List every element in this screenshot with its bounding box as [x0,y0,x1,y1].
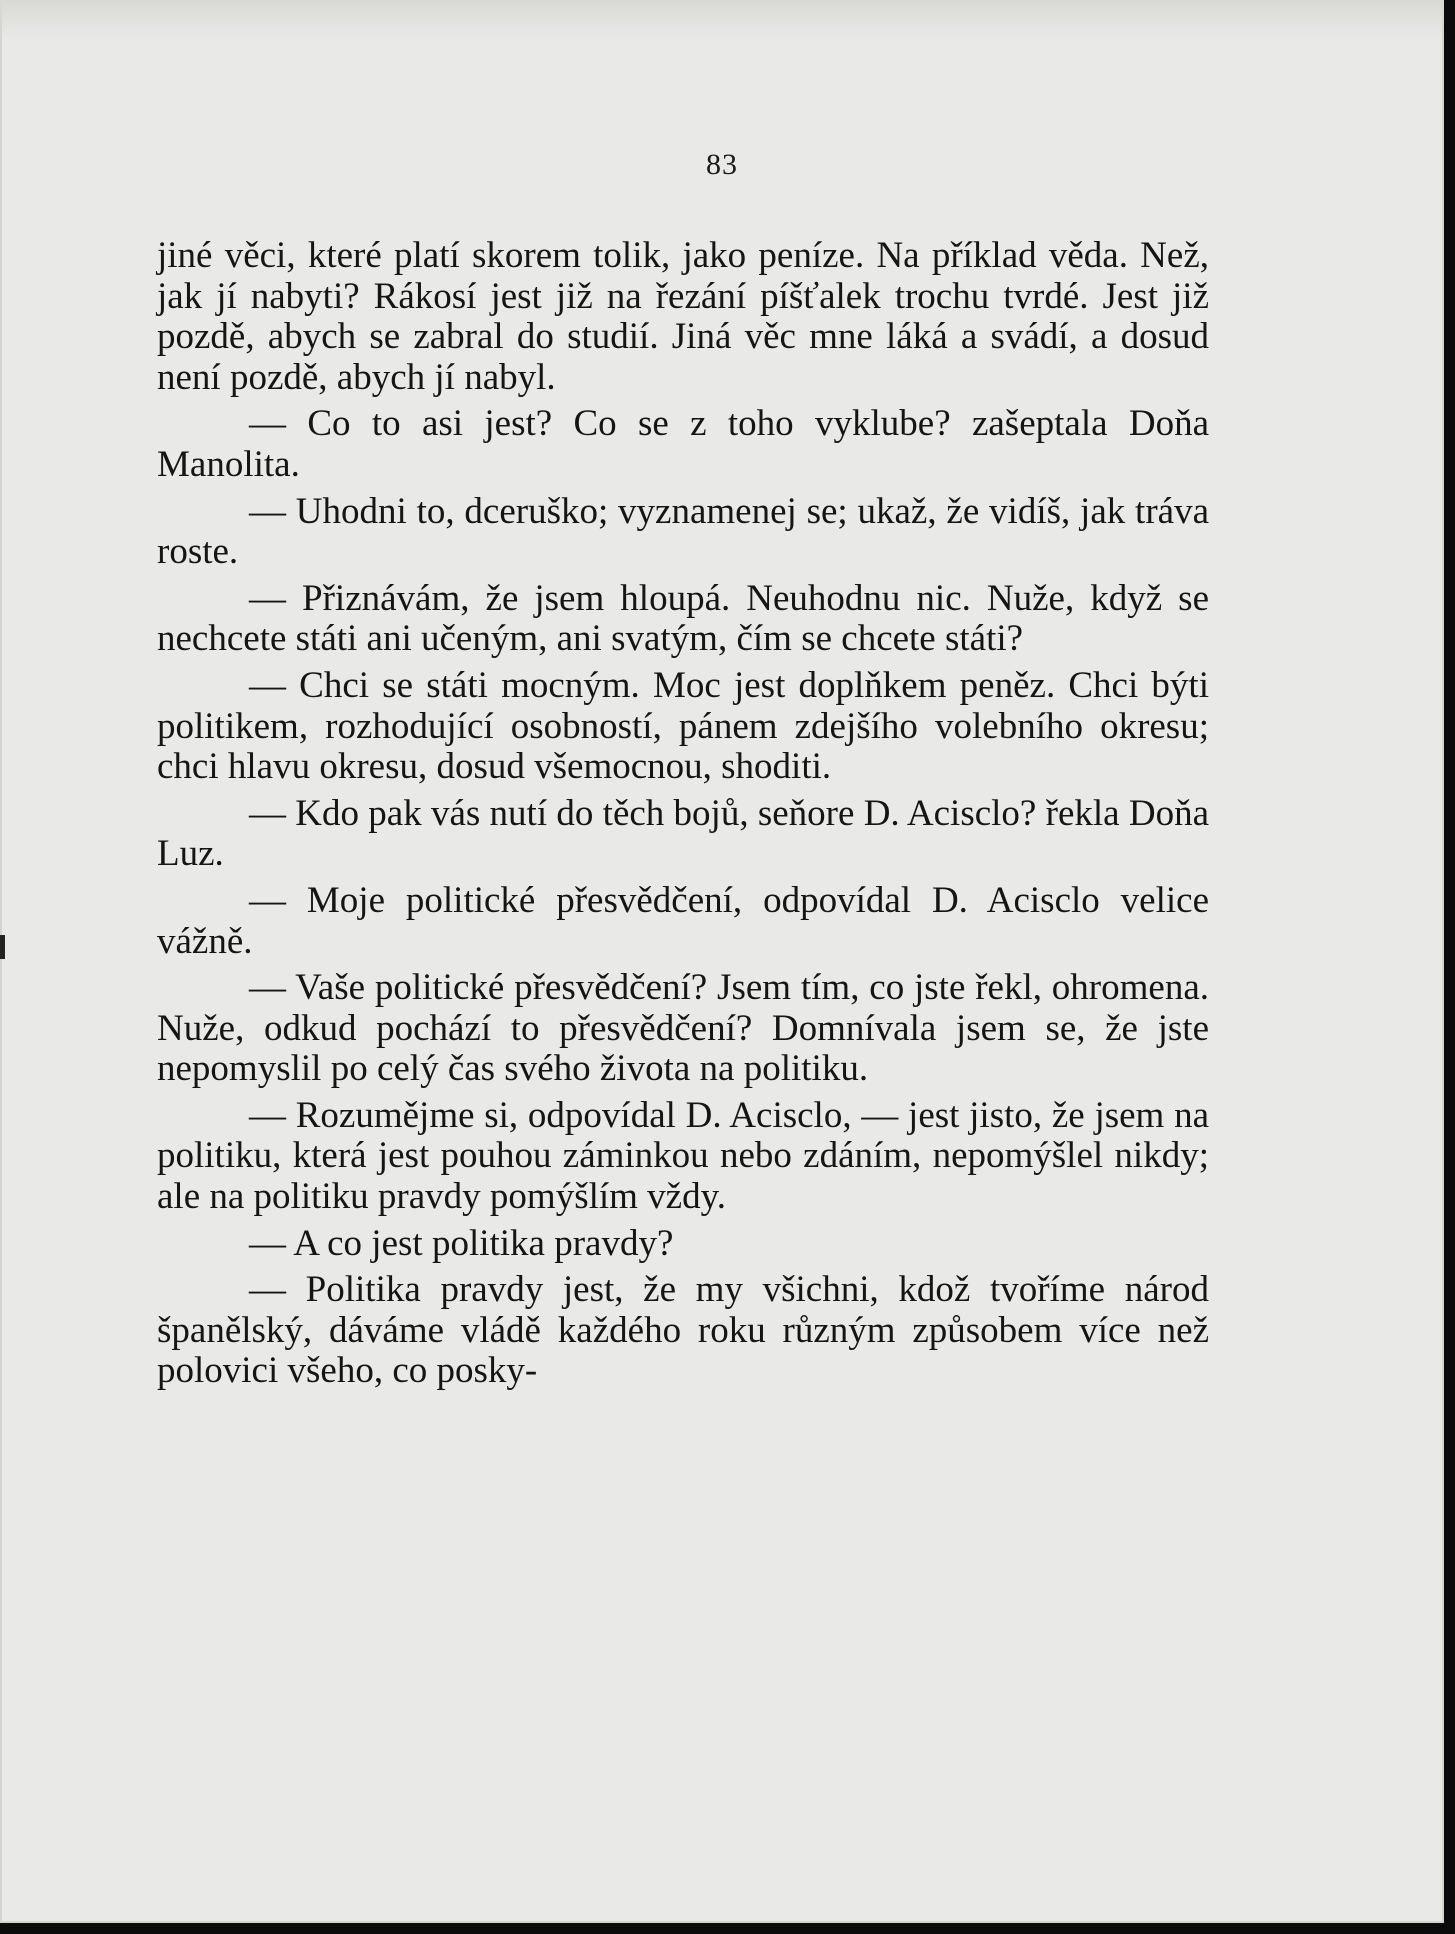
paragraph: jiné věci, které platí skorem tolik, jako peníze. Na příklad věda. Než, jak jí nabyti? Rákosí jest již na řezání píšťalek trochu tvrdé. Jest již pozdě, abych se zabral do studií. Jiná věc mne láká a svádí, a dosud není pozdě, abych jí nabyl. [157,235,1209,398]
paragraph: — Moje politické přesvědčení, odpovídal D. Acisclo velice vážně. [157,879,1209,962]
paragraph: — Politika pravdy jest, že my všichni, kdož tvoříme národ španělský, dáváme vládě každého roku různým způsobem více než polovici všeho, co posky- [157,1269,1209,1392]
paragraph: — A co jest politika pravdy? [249,1222,674,1264]
page-number: 83 [706,148,738,181]
paragraph: — Uhodni to, dceruško; vyznamenej se; ukaž, že vidíš, jak tráva roste. [157,490,1209,573]
paragraph: — Vaše politické přesvědčení? Jsem tím, co jste řekl, ohromena. Nuže, odkud pochází to přesvědčení? Domnívala jsem se, že jste nepomyslil po celý čas svého života na politiku. [157,967,1209,1090]
paragraph: — Rozumějme si, odpovídal D. Acisclo, — jest jisto, že jsem na politiku, která jest pouhou záminkou nebo zdáním, nepomýšlel nikdy; ale na politiku pravdy pomýšlím vždy. [157,1094,1209,1218]
paragraph: — Chci se státi mocným. Moc jest doplňkem peněz. Chci býti politikem, rozhodující osobností, pánem zdejšího volebního okresu; chci hlavu okresu, dosud všemocnou, shoditi. [157,664,1209,788]
paragraph: — Přiznávám, že jsem hloupá. Neuhodnu nic. Nuže, když se nechcete státi ani učeným, ani svatým, čím se chcete státi? [157,577,1209,660]
scan-edge-mark [0,935,5,959]
paragraph: — Co to asi jest? Co se z toho vyklube? zašeptala Doňa Manolita. [157,403,1209,485]
paragraph: — Kdo pak vás nutí do těch bojů, seňore D. Acisclo? řekla Doňa Luz. [157,792,1209,875]
body-text [157,236,1209,1392]
